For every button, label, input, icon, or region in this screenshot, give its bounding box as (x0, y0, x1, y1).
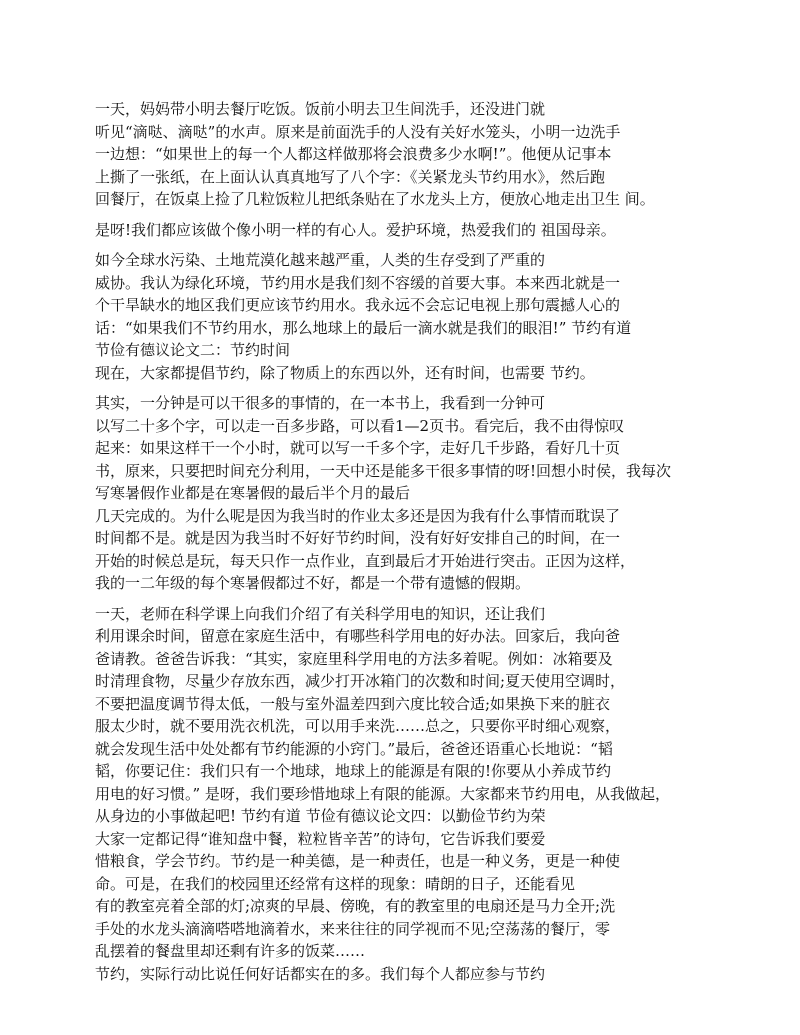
paragraph-1 (95, 98, 715, 211)
text-line: 就会发现生活中处处都有节约能源的小窍门。”最后，爸爸还语重心长地说：“韬 (95, 739, 613, 758)
text-line: 起来：如果这样干一个小时，就可以写一千多个字，走好几千步路，看好几十页 (95, 439, 621, 457)
text-line: 是呀!我们都应该做个像小明一样的有心人。爱护环境，热爱我们的 祖国母亲。 (95, 220, 616, 239)
text-line: 手处的水龙头滴滴嗒嗒地滴着水，来来往往的同学视而不见;空荡荡的餐厅，零 (95, 919, 611, 938)
text-line: 书，原来，只要把时间充分利用，一天中还是能多干很多事情的呀!回想小时侯，我每次 (95, 461, 672, 480)
text-line: 有的教室亮着全部的灯;凉爽的早晨、傍晚，有的教室里的电扇还是马力全开;洗 (95, 897, 616, 915)
text-line: 听见“滴哒、滴哒”的水声。原来是前面洗手的人没有关好水笼头，小明一边洗手 (95, 122, 621, 141)
text-line: 上撕了一张纸，在上面认认真真地写了八个字：《关紧龙头节约用水》，然后跑 (95, 167, 606, 186)
text-line: 一边想：“如果世上的每一个人都这样做那将会浪费多少水啊!”。他便从记事本 (95, 145, 612, 163)
text-line: 命。可是，在我们的校园里还经常有这样的现象：晴朗的日子，还能看见 (95, 874, 576, 893)
text-line: 威协。我认为绿化环境，节约用水是我们刻不容缓的首要大事。本来西北就是一 (95, 273, 621, 292)
text-line: 一天，老师在科学课上向我们介绍了有关科学用电的知识，还让我们 (95, 604, 546, 623)
text-line: 利用课余时间，留意在家庭生活中，有哪些科学用电的好办法。回家后，我向爸 (95, 627, 621, 645)
paragraph-3 (95, 249, 715, 384)
text-line: 时间都不是。就是因为我当时不好好节约时间，没有好好安排自己的时间，在一 (95, 529, 621, 547)
text-line: 开始的时候总是玩，每天只作一点作业，直到最后才开始进行突击。正因为这样， (95, 551, 636, 570)
text-line: 我的一二年级的每个寒暑假都过不好，都是一个带有遗憾的假期。 (95, 574, 531, 592)
text-line: 个干旱缺水的地区我们更应该节约用水。我永远不会忘记电视上那句震撼人心的 (95, 296, 621, 314)
text-line: 惜粮食，学会节约。节约是一种美德，是一种责任，也是一种义务，更是一种使 (95, 852, 621, 870)
text-line: 节约，实际行动比说任何好话都实在的多。我们每个人都应参与节约 (95, 964, 546, 983)
text-line: 现在，大家都提倡节约，除了物质上的东西以外，还有时间，也需要 节约。 (95, 363, 595, 382)
text-line: 一天，妈妈带小明去餐厅吃饭。饭前小明去卫生间洗手，还没进门就 (95, 100, 546, 118)
text-line: 几天完成的。为什么呢是因为我当时的作业太多还是因为我有什么事情而耽误了 (95, 506, 621, 525)
text-line: 回餐厅，在饭桌上捡了几粒饭粒儿把纸条贴在了水龙头上方，便放心地走出卫生 间。 (95, 190, 655, 208)
text-line: 其实，一分钟是可以干很多的事情的，在一本书上，我看到一分钟可 (95, 394, 546, 412)
text-line: 时清理食物，尽量少存放东西，减少打开冰箱门的次数和时间;夏天使用空调时， (95, 672, 626, 690)
text-line: 话：“如果我们不节约用水，那么地球上的最后一滴水就是我们的眼泪!” 节约有道 (95, 318, 632, 337)
text-line: 乱摆着的餐盘里却还剩有许多的饭菜…… (95, 942, 366, 960)
text-line: 如今全球水污染、土地荒漠化越来越严重，人类的生存受到了严重的 (95, 251, 546, 269)
paragraph-4 (95, 392, 715, 595)
text-line: 以写二十多个字，可以走一百多步路，可以看1—2页书。看完后，我不由得惊叹 (95, 416, 625, 435)
text-line: 韬，你要记住：我们只有一个地球，地球上的能源是有限的!你要从小养成节约 (95, 762, 612, 780)
text-line: 爸请教。爸爸告诉我：“其实，家庭里科学用电的方法多着呢。例如：冰箱要及 (95, 649, 613, 668)
paragraph-5 (95, 603, 715, 986)
text-line: 写寒暑假作业都是在寒暑假的最后半个月的最后 (95, 484, 411, 502)
essay-text (95, 98, 715, 985)
text-line: 用电的好习惯。” 是呀，我们要珍惜地球上有限的能源。大家都来节约用电，从我做起， (95, 784, 670, 803)
section-heading: 从身边的小事做起吧! 节约有道 节俭有德议论文四：以勤俭节约为荣 (95, 807, 546, 825)
text-line: 服太少时，就不要用洗衣机洗，可以用手来洗……总之，只要你平时细心观察， (95, 717, 621, 735)
paragraph-2 (95, 219, 715, 242)
text-line: 大家一定都记得“谁知盘中餐，粒粒皆辛苦”的诗句，它告诉我们要爱 (95, 829, 546, 848)
section-heading: 节俭有德议论文二：节约时间 (95, 341, 291, 359)
text-line: 不要把温度调节得太低，一般与室外温差四到六度比较合适;如果换下来的脏衣 (95, 694, 611, 713)
